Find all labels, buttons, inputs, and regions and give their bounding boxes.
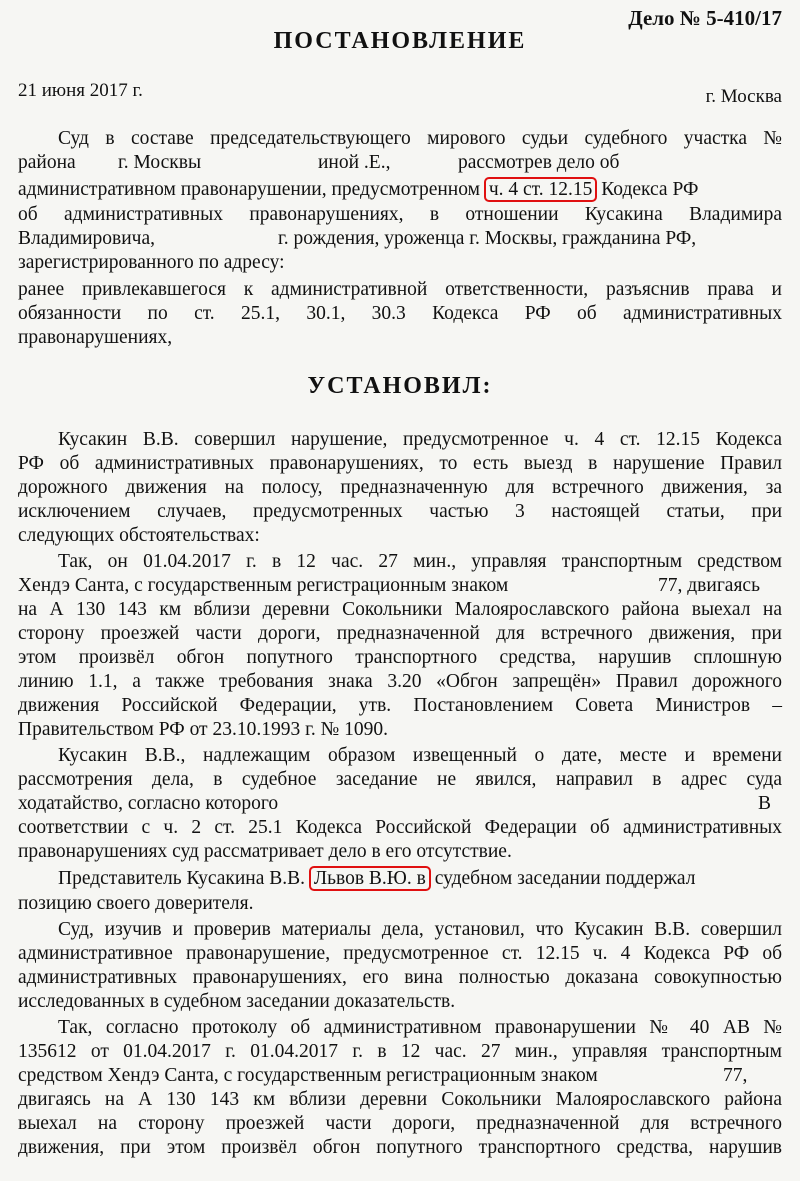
text-line: движения, при этом произвёл обгон попутного транспортного средства, нарушив xyxy=(18,1137,782,1158)
text-line: соответствии с ч. 2 ст. 25.1 Кодекса Российской Федерации об административных xyxy=(18,817,782,838)
document-title: ПОСТАНОВЛЕНИЕ xyxy=(273,28,527,54)
text-line: Суд, изучив и проверив материалы дела, установил, что Кусакин В.В. совершил xyxy=(58,919,782,940)
text-fragment: судебном заседании поддержал xyxy=(434,868,696,889)
text-line: средством Хендэ Санта, с государственным регистрационным знаком 77, xyxy=(18,1065,748,1086)
text-line: Кусакин В.В. совершил нарушение, предусмотренное ч. 4 ст. 12.15 Кодекса xyxy=(58,429,782,450)
section-heading-established: УСТАНОВИЛ: xyxy=(307,373,493,399)
text-line xyxy=(18,867,782,891)
text-line: зарегистрированного по адресу: xyxy=(18,252,285,273)
text-line: Правительством РФ от 23.10.1993 г. № 1090. xyxy=(18,719,388,740)
text-line: этом произвёл обгон попутного транспортного средства, нарушив сплошную xyxy=(18,647,782,668)
text-line: 135612 от 01.04.2017 г. 01.04.2017 г. в 12 час. 27 мин., управляя транспортным xyxy=(18,1041,782,1062)
text-line: следующих обстоятельствах: xyxy=(18,525,260,546)
text-line: Кусакин В.В., надлежащим образом извещенный о дате, месте и времени xyxy=(58,745,782,766)
ruling-city: г. Москва xyxy=(705,86,782,107)
text-line: обязанности по ст. 25.1, 30.1, 30.3 Кодекса РФ об административных xyxy=(18,303,782,324)
case-number: Дело № 5-410/17 xyxy=(628,6,782,30)
text-fragment: административном правонарушении, предусмотренном xyxy=(18,179,480,200)
text-line: выехал на сторону проезжей части дороги, предназначенной для встречного xyxy=(18,1113,782,1134)
text-fragment: Кодекса РФ xyxy=(601,179,699,200)
text-line: правонарушениях, xyxy=(18,327,173,348)
text-line: движения Российской Федерации, утв. Постановлением Совета Министров – xyxy=(18,695,782,716)
article-highlight: ч. 4 ст. 12.15 xyxy=(484,177,598,202)
text-line: исследованных в судебном заседании доказательств. xyxy=(18,991,456,1012)
text-line: об административных правонарушениях, в отношении Кусакина Владимира xyxy=(18,204,782,225)
text-line xyxy=(18,178,782,202)
text-line: на А 130 143 км вблизи деревни Сокольники Малоярославского района выехал на xyxy=(18,599,782,620)
text-line: административных правонарушениях, его вина полностью доказана совокупностью xyxy=(18,967,782,988)
text-line: линию 1.1, а также требования знака 3.20 «Обгон запрещён» Правил дорожного xyxy=(18,671,782,692)
text-line: Так, согласно протоколу об административном правонарушении № 40 АВ № xyxy=(58,1017,782,1038)
text-fragment: Представитель Кусакина В.В. xyxy=(58,868,306,889)
text-line: Так, он 01.04.2017 г. в 12 час. 27 мин., управляя транспортным средством xyxy=(58,551,782,572)
text-line: РФ об административных правонарушениях, то есть выезд в нарушение Правил xyxy=(18,453,782,474)
text-line: рассмотрения дела, в судебное заседание не явился, направил в адрес суда xyxy=(18,769,782,790)
text-line: дорожного движения на полосу, предназначенную для встречного движения, за xyxy=(18,477,782,498)
text-line: административное правонарушение, предусмотренное ст. 12.15 ч. 4 Кодекса РФ об xyxy=(18,943,782,964)
text-line: Хендэ Санта, с государственным регистрационным знаком 77, двигаясь xyxy=(18,575,760,596)
text-line: Владимировича, г. рождения, уроженца г. Москвы, гражданина РФ, xyxy=(18,228,697,249)
text-line: позицию своего доверителя. xyxy=(18,893,254,914)
ruling-date: 21 июня 2017 г. xyxy=(18,80,143,101)
text-line: ранее привлекавшегося к административной ответственности, разъяснив права и xyxy=(18,279,782,300)
text-line: правонарушениях суд рассматривает дело в его отсутствие. xyxy=(18,841,512,862)
text-line: двигаясь на А 130 143 км вблизи деревни Сокольники Малоярославского района xyxy=(18,1089,782,1110)
text-line: сторону проезжей части дороги, предназначенной для встречного движения, при xyxy=(18,623,782,644)
text-line: исключением случаев, предусмотренных частью 3 настоящей статьи, при xyxy=(18,501,782,522)
representative-highlight: Львов В.Ю. в xyxy=(309,866,431,891)
text-line: Суд в составе председательствующего мирового судьи судебного участка № xyxy=(58,128,782,149)
text-line: ходатайство, согласно которого В xyxy=(18,793,772,814)
text-line: района г. Москвы иной .Е., рассмотрев дело об xyxy=(18,152,620,173)
